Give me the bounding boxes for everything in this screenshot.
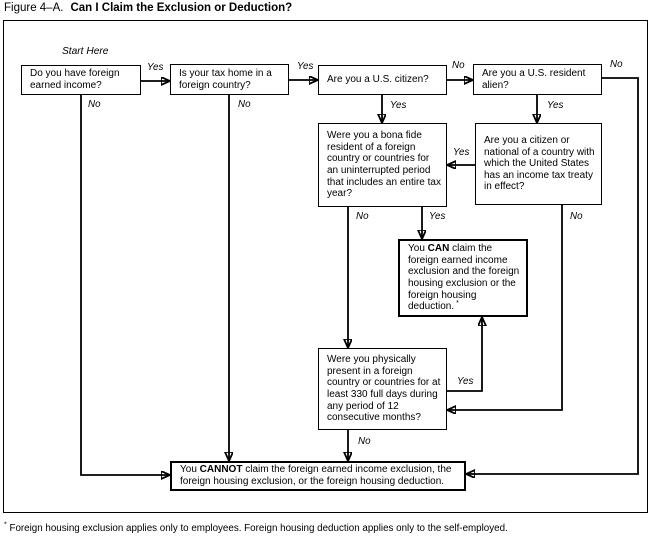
can-claim-post: claim the foreign earned income exclusion and the foreign housing exclusion or the foreign housing deduction.	[408, 243, 520, 313]
start-here-label: Start Here	[62, 46, 109, 57]
edge-label-citizen-yes: Yes	[390, 100, 407, 111]
edge-label-bonafide-yes: Yes	[429, 211, 446, 222]
footnote	[4, 523, 508, 534]
can-claim-footnote-marker: *	[456, 299, 459, 307]
node-us-citizen	[318, 65, 447, 95]
cannot-claim-pre: You	[180, 464, 200, 476]
can-claim-pre: You	[408, 243, 428, 255]
node-bona-fide-residence-text: Were you a bona fide resident of a foreign country or countries for an uninterrupted period that includes an entire tax year?	[327, 130, 441, 200]
node-tax-treaty-text: Are you a citizen or national of a country with which the United States has an income tax treaty in effect?	[484, 135, 595, 193]
edge-label-presence-no: No	[358, 436, 371, 447]
edge-label-alien-yes: Yes	[547, 100, 564, 111]
node-physical-presence	[318, 348, 447, 430]
edge-label-income-no: No	[88, 99, 101, 110]
node-resident-alien	[473, 64, 602, 95]
footnote-marker: *	[4, 521, 7, 529]
edge-label-taxhome-yes: Yes	[297, 61, 314, 72]
node-foreign-income-text: Do you have foreign earned income?	[30, 68, 120, 91]
node-physical-presence-text: Were you physically present in a foreign country or countries for at least 330 full days during any period of 12 consecutive months?	[327, 354, 441, 424]
edge-label-presence-yes: Yes	[457, 376, 474, 387]
node-bona-fide-residence	[318, 123, 447, 207]
node-tax-home	[170, 64, 289, 95]
edge-label-citizen-no: No	[452, 60, 465, 71]
node-tax-home-text: Is your tax home in a foreign country?	[179, 67, 272, 91]
node-us-citizen-text: Are you a U.S. citizen?	[327, 74, 429, 86]
can-claim-keyword: CAN	[427, 243, 450, 255]
footnote-text: Foreign housing exclusion applies only to employees. Foreign housing deduction applies only to the self-employed.	[6, 523, 508, 534]
node-cannot-claim-text	[180, 464, 460, 487]
figure-number: Figure 4–A.	[4, 2, 64, 14]
edge-label-income-yes: Yes	[147, 62, 164, 73]
node-tax-treaty	[475, 123, 602, 205]
edge-label-treaty-no: No	[570, 211, 583, 222]
node-can-claim	[398, 239, 528, 317]
figure-heading: Can I Claim the Exclusion or Deduction?	[70, 2, 293, 14]
edge-income-no-line	[81, 95, 170, 475]
edge-label-treaty-yes: Yes	[453, 147, 470, 158]
node-cannot-claim	[170, 461, 466, 491]
cannot-claim-post: claim the foreign earned income exclusion, the foreign housing exclusion, or the foreign housing deduction.	[180, 464, 452, 487]
cannot-claim-keyword: CANNOT	[199, 464, 243, 476]
node-can-claim-text	[408, 243, 522, 313]
node-resident-alien-text: Are you a U.S. resident alien?	[482, 67, 586, 91]
node-foreign-income	[21, 65, 141, 95]
edge-label-alien-no: No	[610, 59, 623, 70]
edge-label-bonafide-no: No	[356, 211, 369, 222]
edge-label-taxhome-no: No	[238, 99, 251, 110]
